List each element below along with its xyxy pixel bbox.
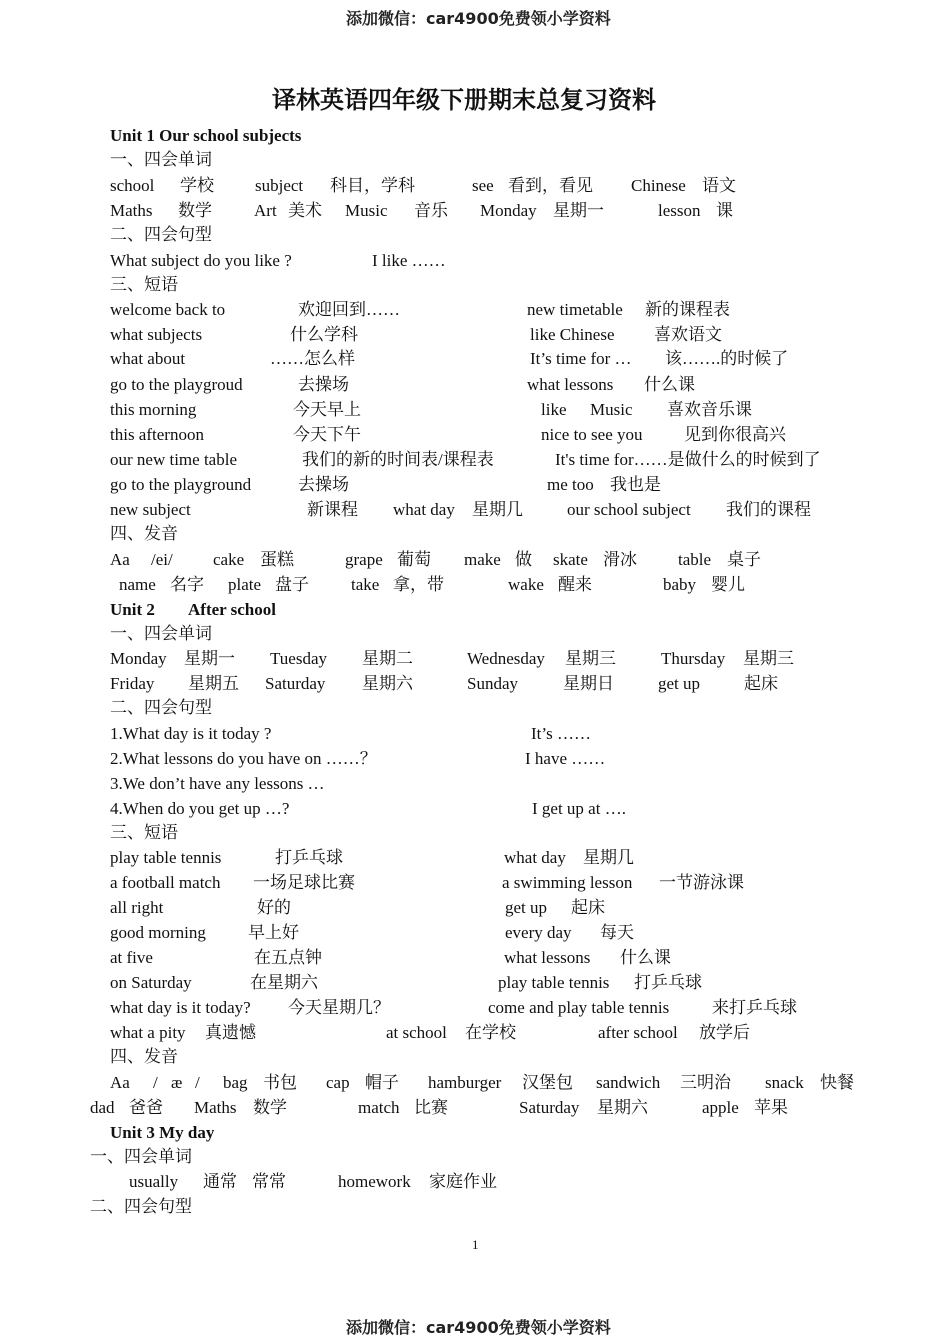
- phonics-word: Maths: [194, 1098, 237, 1117]
- vocab-meaning: 星期二: [362, 649, 413, 668]
- phrase: at school: [386, 1023, 447, 1042]
- phonics-meaning: 爸爸: [129, 1098, 163, 1117]
- phrase: go to the playground: [110, 475, 252, 494]
- sentence-pattern: 2.What lessons do you have on ……？: [110, 749, 377, 768]
- phonics-word: wake: [508, 575, 544, 594]
- phrase: what about: [110, 349, 186, 368]
- page-number: 1: [472, 1237, 479, 1252]
- phonics-letter: Aa: [110, 1073, 130, 1092]
- phonics-word: match: [358, 1098, 400, 1117]
- phonics-meaning: 盘子: [275, 575, 309, 594]
- phrase-meaning: 打乒乓球: [275, 848, 343, 867]
- phonics-meaning: 帽子: [365, 1073, 399, 1092]
- vocab-word: Chinese: [631, 176, 686, 195]
- section-heading: 三、短语: [110, 275, 178, 294]
- phrase: It's time for……是做什么的时候到了: [555, 450, 821, 469]
- phrase: new timetable: [527, 300, 623, 319]
- section-heading: 一、四会单词: [110, 624, 212, 643]
- phrase: a swimming lesson: [502, 873, 633, 892]
- phonics-meaning: 比赛: [414, 1098, 448, 1117]
- phrase: what day: [504, 848, 566, 867]
- phrase: what a pity: [110, 1023, 186, 1042]
- phonics-word: name: [119, 575, 156, 594]
- phonics-sound: /: [195, 1073, 200, 1092]
- vocab-meaning: 课: [716, 201, 733, 220]
- phrase-meaning: 在学校: [465, 1023, 516, 1042]
- phrase-meaning: 每天: [600, 923, 634, 942]
- phrase: all right: [110, 898, 164, 917]
- phonics-sound: æ: [171, 1073, 183, 1092]
- phonics-meaning: 做: [515, 550, 532, 569]
- vocab-word: Friday: [110, 674, 155, 693]
- unit-3-heading: Unit 3 My day: [110, 1123, 215, 1142]
- phrase-meaning: 星期几: [583, 848, 634, 867]
- phrase: every day: [505, 923, 572, 942]
- phonics-letter: Aa: [110, 550, 130, 569]
- unit-1-heading: Unit 1 Our school subjects: [110, 126, 302, 145]
- phonics-word: plate: [228, 575, 262, 594]
- phrase: me too: [547, 475, 594, 494]
- phrase-meaning: 起床: [571, 898, 605, 917]
- phonics-meaning: 快餐: [820, 1073, 854, 1092]
- phrase-meaning: 来打乒乓球: [712, 998, 797, 1017]
- phonics-word: grape: [345, 550, 383, 569]
- phrase: nice to see you: [541, 425, 643, 444]
- sentence-answer: It’s ……: [531, 724, 591, 743]
- phrase-meaning: 新课程: [307, 500, 358, 519]
- phrase: It’s time for …: [530, 349, 632, 368]
- section-heading: 四、发音: [110, 524, 178, 543]
- phonics-meaning: 星期六: [597, 1098, 648, 1117]
- vocab-meaning: 星期一: [184, 649, 235, 668]
- phrase-meaning: 今天星期几？: [288, 998, 390, 1017]
- vocab-word: Sunday: [467, 674, 518, 693]
- phonics-meaning: 蛋糕: [260, 550, 294, 569]
- vocab-meaning: 语文: [702, 176, 736, 195]
- vocab-meaning: 星期日: [563, 674, 614, 693]
- vocab-meaning: 星期六: [362, 674, 413, 693]
- phrase-meaning: 喜欢音乐课: [667, 400, 752, 419]
- vocab-meaning: 星期三: [743, 649, 794, 668]
- phrase-meaning: 星期几: [472, 500, 523, 519]
- phrase: what day is it today?: [110, 998, 251, 1017]
- sentence-pattern: 4.When do you get up …?: [110, 799, 290, 818]
- vocab-word: Thursday: [661, 649, 726, 668]
- phrase-meaning: 打乒乓球: [634, 973, 702, 992]
- phrase: our school subject: [567, 500, 691, 519]
- phonics-word: bag: [223, 1073, 248, 1092]
- phrase: after school: [598, 1023, 678, 1042]
- vocab-word: get up: [658, 674, 701, 693]
- section-heading: 二、四会句型: [90, 1197, 192, 1216]
- watermark-bottom: 添加微信：car4900免费领小学资料: [346, 1318, 611, 1337]
- phonics-meaning: 拿，带: [393, 575, 444, 594]
- phrase: play table tennis: [498, 973, 610, 992]
- phrase-meaning: 放学后: [699, 1023, 750, 1042]
- vocab-meaning: 星期五: [188, 674, 239, 693]
- phonics-meaning: 醒来: [558, 575, 592, 594]
- sentence-answer: I like ……: [372, 251, 446, 270]
- section-heading: 一、四会单词: [110, 150, 212, 169]
- phrase-meaning: 今天下午: [293, 425, 361, 444]
- phonics-meaning: 书包: [263, 1073, 297, 1092]
- phrase: get up: [505, 898, 548, 917]
- phrase-meaning: 什么课: [644, 375, 695, 394]
- phonics-sound: /: [153, 1073, 158, 1092]
- sentence-pattern: 1.What day is it today ?: [110, 724, 272, 743]
- phrase: what day: [393, 500, 455, 519]
- vocab-meaning: 看到，看见: [508, 176, 593, 195]
- vocab-word: school: [110, 176, 155, 195]
- watermark-top: 添加微信：car4900免费领小学资料: [346, 9, 611, 28]
- phonics-word: baby: [663, 575, 697, 594]
- phrase: new subject: [110, 500, 191, 519]
- phrase: what lessons: [527, 375, 614, 394]
- phrase: what subjects: [110, 325, 203, 344]
- phonics-word: cap: [326, 1073, 350, 1092]
- vocab-word: usually: [129, 1172, 179, 1191]
- phonics-meaning: 汉堡包: [522, 1073, 573, 1092]
- phrase-meaning: ……怎么样: [270, 349, 355, 368]
- phrase-meaning: 新的课程表: [645, 300, 730, 319]
- vocab-word: Monday: [480, 201, 537, 220]
- vocab-meaning: 美术: [288, 201, 322, 220]
- phonics-sound: /ei/: [151, 550, 173, 569]
- section-heading: 二、四会句型: [110, 225, 212, 244]
- vocab-word: Monday: [110, 649, 167, 668]
- phrase-meaning: 我也是: [610, 475, 661, 494]
- vocab-meaning: 学校: [180, 176, 214, 195]
- phonics-meaning: 苹果: [754, 1098, 788, 1117]
- sentence-pattern: 3.We don’t have any lessons …: [110, 774, 325, 793]
- phrase: on Saturday: [110, 973, 192, 992]
- phrase-meaning: 喜欢语文: [654, 325, 722, 344]
- phrase-meaning: 一节游泳课: [659, 873, 744, 892]
- vocab-word: Music: [345, 201, 388, 220]
- phrase-meaning: 在星期六: [250, 973, 318, 992]
- vocab-meaning: 通常: [203, 1172, 237, 1191]
- phrase: come and play table tennis: [488, 998, 670, 1017]
- phrase: like: [541, 400, 567, 419]
- vocab-word: lesson: [658, 201, 701, 220]
- vocab-word: Wednesday: [467, 649, 545, 668]
- phonics-word: sandwich: [596, 1073, 661, 1092]
- unit-2-heading: Unit 2: [110, 600, 155, 619]
- phrase-meaning: 我们的新的时间表/课程表: [302, 450, 494, 469]
- sentence-answer: I have ……: [525, 749, 606, 768]
- phonics-meaning: 桌子: [727, 550, 761, 569]
- vocab-meaning: 星期一: [553, 201, 604, 220]
- phrase-meaning: 真遗憾: [205, 1023, 256, 1042]
- phrase: good morning: [110, 923, 206, 942]
- phrase-meaning: 我们的课程: [726, 500, 811, 519]
- vocab-word: Maths: [110, 201, 153, 220]
- phrase: Music: [590, 400, 633, 419]
- sentence-answer: I get up at ….: [532, 799, 626, 818]
- phrase: like Chinese: [530, 325, 615, 344]
- phrase: at five: [110, 948, 153, 967]
- phonics-word: take: [351, 575, 380, 594]
- vocab-word: homework: [338, 1172, 411, 1191]
- page-title: 译林英语四年级下册期末总复习资料: [272, 86, 656, 114]
- phonics-meaning: 数学: [253, 1098, 287, 1117]
- vocab-word: Art: [254, 201, 277, 220]
- phonics-word: skate: [553, 550, 588, 569]
- phrase-meaning: 该…….的时候了: [665, 349, 789, 368]
- phrase: what lessons: [504, 948, 591, 967]
- phrase: a football match: [110, 873, 221, 892]
- vocab-word: see: [472, 176, 494, 195]
- phonics-word: Saturday: [519, 1098, 580, 1117]
- vocab-meaning: 家庭作业: [429, 1172, 497, 1191]
- phrase: go to the playgroud: [110, 375, 243, 394]
- section-heading: 三、短语: [110, 823, 178, 842]
- vocab-meaning: 数学: [178, 201, 212, 220]
- section-heading: 四、发音: [110, 1047, 178, 1066]
- phonics-meaning: 婴儿: [711, 575, 745, 594]
- phrase: our new time table: [110, 450, 237, 469]
- vocab-meaning: 星期三: [565, 649, 616, 668]
- vocab-word: Saturday: [265, 674, 326, 693]
- phrase-meaning: 在五点钟: [254, 948, 322, 967]
- phonics-word: apple: [702, 1098, 739, 1117]
- phonics-word: hamburger: [428, 1073, 502, 1092]
- phrase-meaning: 见到你很高兴: [684, 425, 786, 444]
- phonics-word: make: [464, 550, 501, 569]
- phrase: this morning: [110, 400, 197, 419]
- vocab-word: Tuesday: [270, 649, 327, 668]
- phrase-meaning: 好的: [257, 898, 291, 917]
- phrase-meaning: 今天早上: [293, 400, 361, 419]
- phrase-meaning: 一场足球比赛: [253, 873, 355, 892]
- phrase-meaning: 什么学科: [290, 325, 358, 344]
- phrase: play table tennis: [110, 848, 222, 867]
- phrase-meaning: 欢迎回到……: [298, 300, 400, 319]
- phrase: welcome back to: [110, 300, 226, 319]
- phonics-word: table: [678, 550, 712, 569]
- phonics-word: snack: [765, 1073, 804, 1092]
- unit-2-title: After school: [188, 600, 276, 619]
- vocab-meaning: 起床: [744, 674, 778, 693]
- phonics-meaning: 滑冰: [603, 550, 637, 569]
- section-heading: 二、四会句型: [110, 698, 212, 717]
- phrase-meaning: 早上好: [248, 923, 299, 942]
- phonics-meaning: 三明治: [680, 1073, 731, 1092]
- phrase-meaning: 什么课: [620, 948, 671, 967]
- sentence-pattern: What subject do you like ?: [110, 251, 292, 270]
- phonics-meaning: 名字: [170, 575, 204, 594]
- section-heading: 一、四会单词: [90, 1147, 192, 1166]
- phonics-meaning: 葡萄: [397, 550, 431, 569]
- vocab-meaning: 科目，学科: [330, 176, 415, 195]
- vocab-word: subject: [255, 176, 304, 195]
- phonics-word: dad: [90, 1098, 115, 1117]
- phrase: this afternoon: [110, 425, 204, 444]
- phrase-meaning: 去操场: [298, 375, 349, 394]
- vocab-meaning: 音乐: [414, 201, 448, 220]
- phrase-meaning: 去操场: [298, 475, 349, 494]
- vocab-meaning: 常常: [252, 1172, 286, 1191]
- phonics-word: cake: [213, 550, 245, 569]
